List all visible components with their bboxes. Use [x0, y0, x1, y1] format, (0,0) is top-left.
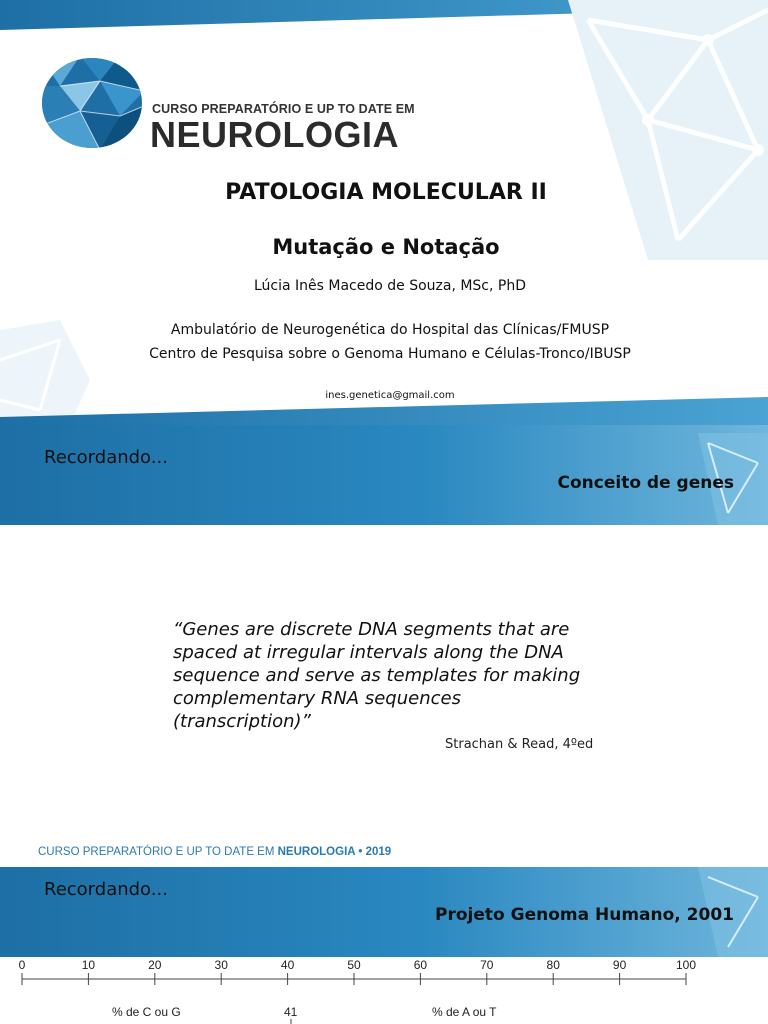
scale-tick-label: 40: [280, 958, 295, 972]
footer-brand: NEUROLOGIA: [277, 846, 356, 858]
slide-heading: Conceito de genes: [557, 473, 734, 493]
globe-logo-icon: [40, 56, 144, 150]
course-footer: [38, 846, 391, 858]
presentation-subtitle: Mutação e Notação: [272, 235, 500, 259]
logo-title: NEUROLOGIA: [150, 114, 400, 155]
scale-tick-label: 50: [347, 958, 361, 972]
right-axis-label: % de A ou T: [432, 1005, 497, 1019]
presentation-title: PATOLOGIA MOLECULAR II: [225, 180, 547, 205]
scale-tick-label: 0: [18, 958, 26, 972]
scale-tick-label: 70: [480, 958, 494, 972]
affiliation-line: Ambulatório de Neurogenética do Hospital das Clínicas/FMUSP: [170, 322, 610, 338]
gc-content-scale: [0, 957, 768, 1024]
left-axis-label: % de C ou G: [112, 1005, 181, 1019]
genome-project-slide: [0, 837, 768, 1024]
network-decoration-icon: [528, 0, 768, 260]
scale-tick-label: 60: [413, 958, 428, 972]
affiliation-line: Centro de Pesquisa sobre o Genoma Humano e Células-Tronco/IBUSP: [149, 346, 631, 362]
title-slide: [0, 0, 768, 425]
scale-tick-label: 90: [612, 958, 627, 972]
recordando-label: Recordando...: [44, 447, 168, 468]
quote-citation: Strachan & Read, 4ºed: [445, 737, 594, 752]
gene-definition-quote: “Genes are discrete DNA segments that are spaced at irregular intervals along the DNA sequence and serve as templates for making complementary RNA sequences (transcription)”: [173, 619, 581, 732]
scale-tick-label: 100: [675, 958, 697, 972]
author-name: Lúcia Inês Macedo de Souza, MSc, PhD: [253, 278, 527, 294]
bottom-banner: [0, 395, 768, 425]
scale-tick-label: 30: [214, 958, 228, 972]
footer-prefix: CURSO PREPARATÓRIO E UP TO DATE EM: [38, 846, 278, 858]
footer-suffix: • 2019: [355, 846, 392, 858]
logo-subtitle: CURSO PREPARATÓRIO E UP TO DATE EM: [152, 102, 415, 116]
scale-tick-label: 10: [81, 958, 96, 972]
slide-heading: Projeto Genoma Humano, 2001: [435, 905, 734, 925]
scale-tick-label: 20: [148, 958, 162, 972]
scale-marker-value: 41: [284, 1005, 298, 1019]
recordando-label: Recordando...: [44, 879, 168, 900]
scale-tick-label: 80: [546, 958, 560, 972]
author-email: ines.genetica@gmail.com: [325, 390, 455, 401]
genes-concept-slide: [0, 425, 768, 837]
